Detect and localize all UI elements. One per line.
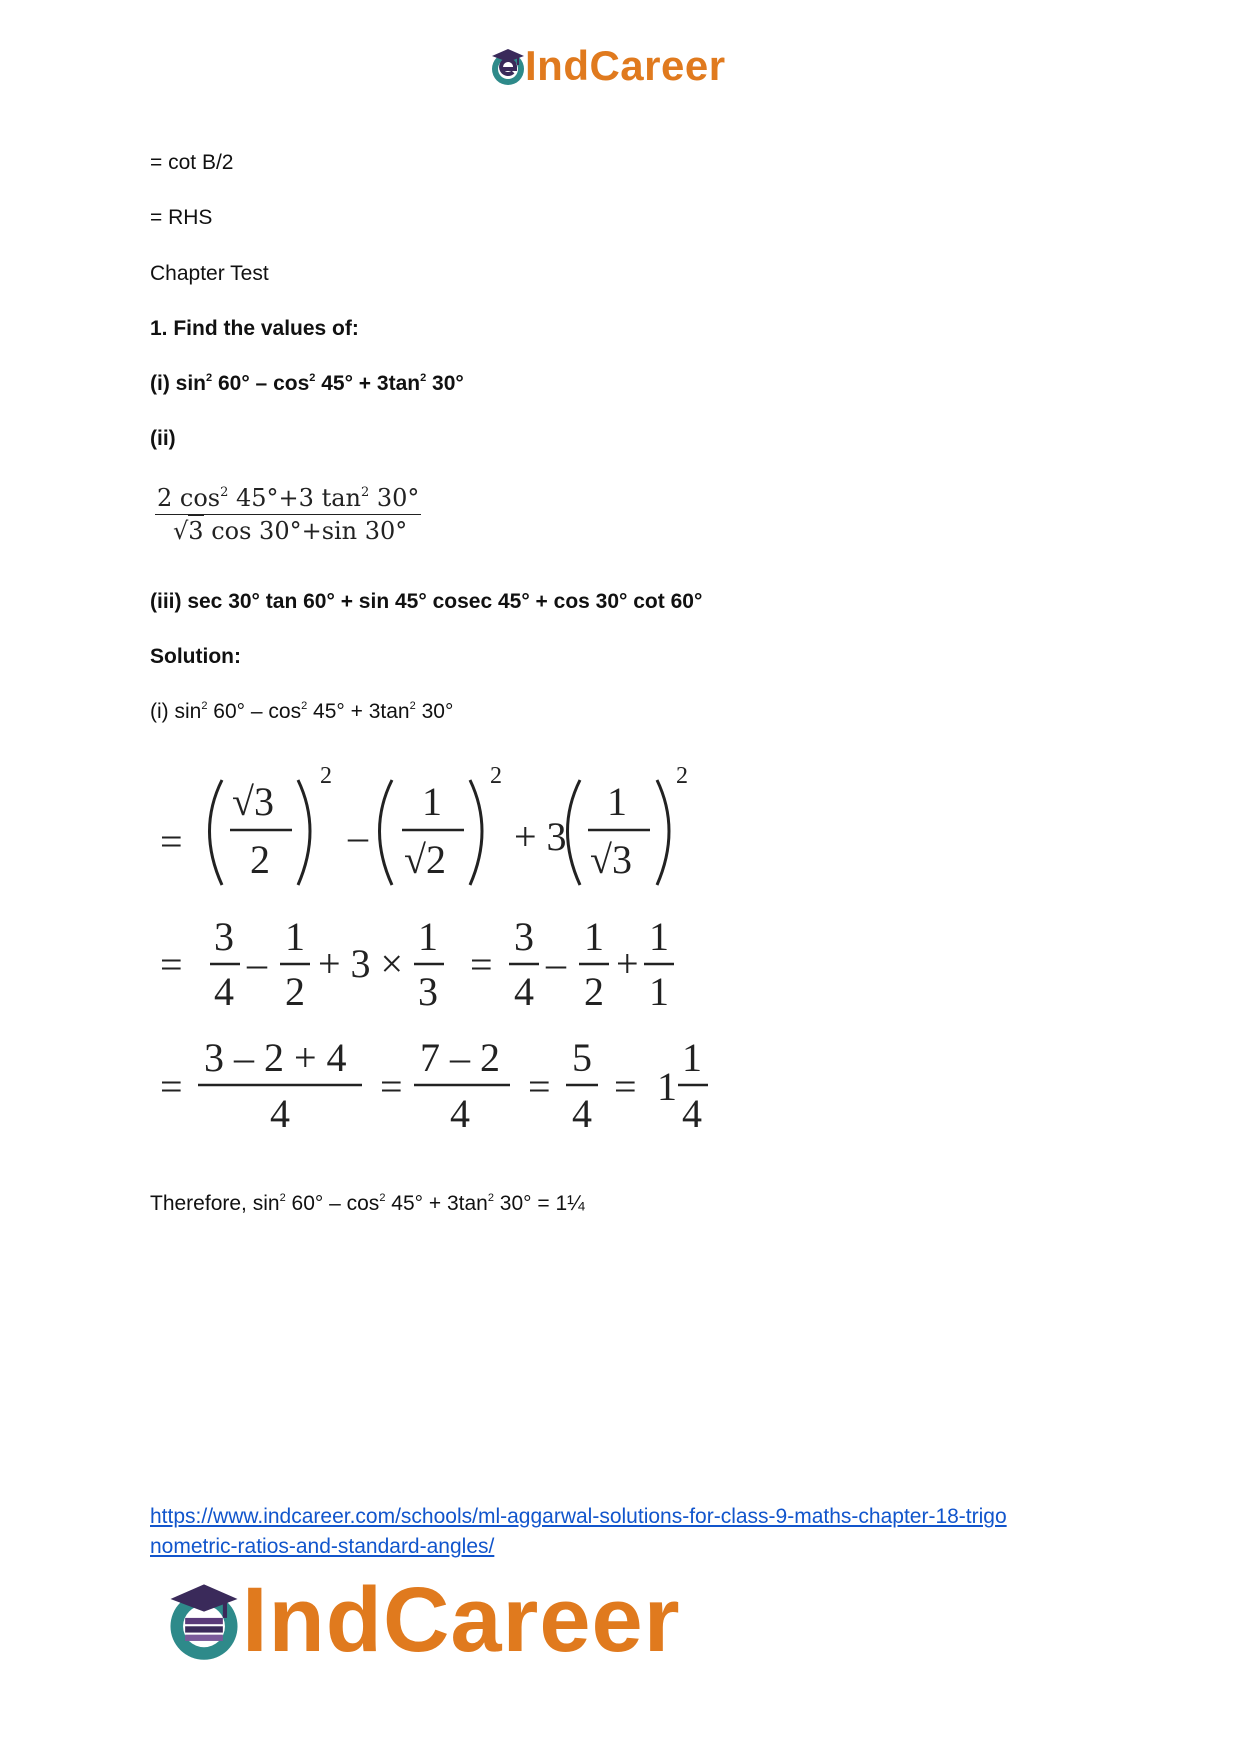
svg-text:√3: √3 [590, 837, 632, 882]
svg-text:3: 3 [514, 914, 534, 959]
svg-text:1: 1 [649, 969, 669, 1014]
svg-text:1: 1 [649, 914, 669, 959]
svg-text:=: = [614, 1064, 637, 1109]
svg-text:4: 4 [514, 969, 534, 1014]
svg-text:3 – 2 + 4: 3 – 2 + 4 [204, 1035, 347, 1080]
svg-text:1: 1 [584, 914, 604, 959]
text-line: Chapter Test [150, 262, 269, 285]
svg-text:7 – 2: 7 – 2 [420, 1035, 500, 1080]
svg-text:1: 1 [682, 1035, 702, 1080]
svg-text:√3: √3 [232, 779, 274, 824]
svg-text:1: 1 [607, 779, 627, 824]
math-row-3 [160, 1035, 708, 1136]
sqrt-symbol: √ [173, 517, 189, 545]
svg-text:3: 3 [418, 969, 438, 1014]
svg-text:+: + [616, 941, 639, 986]
math-row-1 [160, 763, 688, 885]
svg-text:4: 4 [214, 969, 234, 1014]
fraction-numerator: 2 $\cos^2 45^\circ+3$ $\tan^2 30^\circ$ [155, 484, 421, 515]
svg-text:=: = [160, 819, 183, 864]
svg-text:2: 2 [584, 969, 604, 1014]
svg-text:–: – [247, 941, 267, 986]
math-working-image [152, 755, 792, 1155]
svg-text:√2: √2 [404, 837, 446, 882]
svg-text:–: – [546, 941, 566, 986]
svg-text:–: – [348, 814, 368, 859]
svg-text:4: 4 [682, 1091, 702, 1136]
svg-text:1: 1 [422, 779, 442, 824]
svg-text:1: 1 [657, 1064, 677, 1109]
svg-text:1: 1 [418, 914, 438, 959]
question-part-i: (i) $\sin^2 60^\circ - \cos^2 45^\circ + 3\tan^2$ 30° [150, 372, 464, 395]
svg-text:3: 3 [214, 914, 234, 959]
svg-text:=: = [160, 942, 183, 987]
svg-text:4: 4 [572, 1091, 592, 1136]
svg-text:2: 2 [250, 837, 270, 882]
svg-text:=: = [380, 1064, 403, 1109]
svg-text:=: = [528, 1064, 551, 1109]
brand-name: IndCareer [242, 1569, 681, 1671]
brand-name: IndCareer [525, 42, 726, 89]
question-part-iii: (iii) sec 30° tan 60° + sin 45° cosec 45° + cos 30° cot 60° [150, 590, 703, 613]
text-line: = RHS [150, 206, 213, 229]
svg-text:4: 4 [270, 1091, 290, 1136]
question-heading: 1. Find the values of: [150, 317, 359, 340]
svg-text:4: 4 [450, 1091, 470, 1136]
svg-text:+ 3 ×: + 3 × [318, 941, 404, 986]
svg-text:2: 2 [320, 763, 332, 789]
fraction-denominator: √3 cos 30°+sin 30° [173, 517, 408, 545]
svg-text:2: 2 [490, 763, 502, 789]
footer-logo[interactable] [160, 1569, 681, 1671]
solution-part-i: (i) $\sin^2 60^\circ - \cos^2 45^\circ + 3\tan^2$ 30° [150, 700, 454, 723]
svg-text:2: 2 [676, 763, 688, 789]
svg-text:+ 3: + 3 [514, 814, 567, 859]
svg-text:=: = [470, 942, 493, 987]
source-link[interactable]: https://www.indcareer.com/schools/ml-aggarwal-solutions-for-class-9-maths-chapter-18-trigo nometric-ratios-and-standard-angles/ [150, 1505, 1007, 1558]
solution-heading: Solution: [150, 645, 241, 668]
fraction-expression [155, 484, 421, 545]
svg-text:=: = [160, 1064, 183, 1109]
svg-text:5: 5 [572, 1035, 592, 1080]
svg-text:2: 2 [285, 969, 305, 1014]
graduation-globe-icon [160, 1576, 248, 1664]
question-part-ii: (ii) [150, 427, 176, 450]
math-row-2 [160, 914, 674, 1014]
conclusion-line: Therefore, $\sin^2 60^\circ - \cos^2 45^\circ + 3\tan^2$ 30° = 1¼ [150, 1192, 585, 1215]
graduation-globe-icon [487, 45, 529, 87]
header-logo[interactable] [487, 42, 726, 90]
svg-text:1: 1 [285, 914, 305, 959]
text-line: = cot B/2 [150, 151, 234, 174]
